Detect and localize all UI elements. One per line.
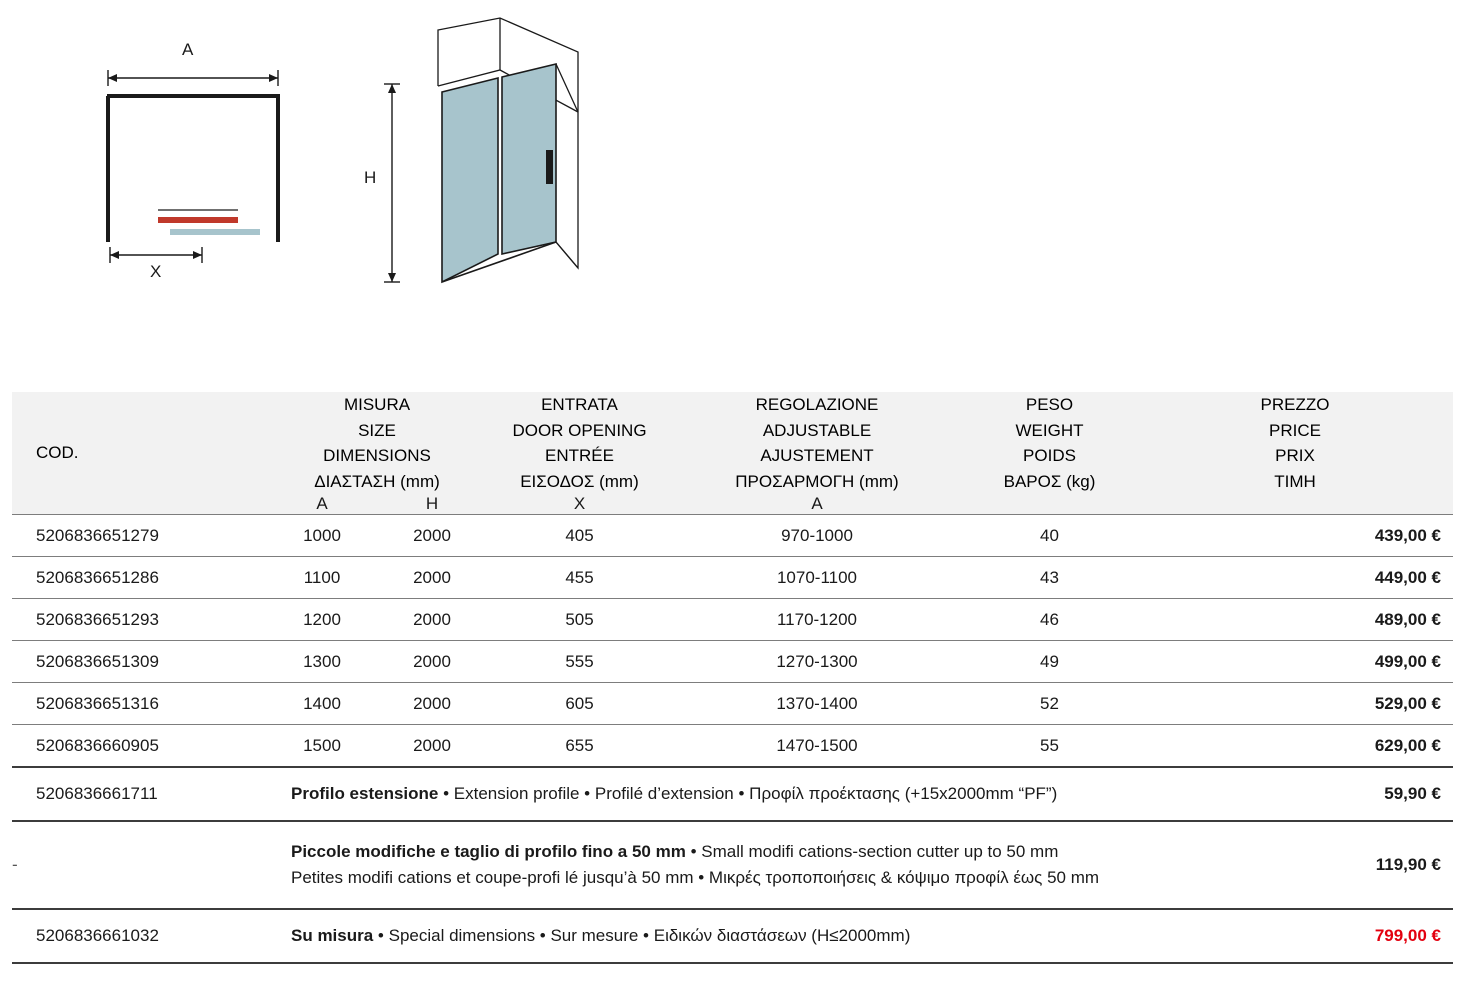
plan-view-diagram: [90, 40, 330, 290]
header-price-line-3: PRIX: [1275, 446, 1315, 465]
cell-h: 2000: [377, 557, 487, 599]
cell-a: 1100: [267, 557, 377, 599]
note-code: -: [12, 821, 267, 909]
header-size-line-1: MISURA: [343, 395, 411, 414]
cell-h: 2000: [377, 683, 487, 725]
header-adjustable-line-3: AJUSTEMENT: [760, 446, 874, 465]
table-row: [12, 515, 1453, 557]
plan-label-x: X: [150, 262, 162, 281]
cell-price: 499,00 €: [1137, 641, 1453, 683]
note-price: 119,90 €: [1137, 821, 1453, 909]
cell-h: 2000: [377, 725, 487, 768]
cell-x: 655: [487, 725, 672, 768]
header-door-opening-line-4: ΕΙΣΟΔΟΣ (mm): [520, 471, 639, 491]
note-line-1: [291, 839, 1127, 865]
note-rest: • Special dimensions • Sur mesure • Ειδικών διαστάσεων (H≤2000mm): [373, 925, 911, 945]
cell-weight: 46: [962, 599, 1137, 641]
header-price-line-2: PRICE: [1269, 420, 1321, 440]
table-row: [12, 641, 1453, 683]
note-bold: Su misura: [291, 925, 374, 945]
header-cod: COD.: [12, 392, 267, 515]
iso-label-h: H: [364, 168, 377, 187]
note-rest: • Small modifi cations-section cutter up to 50 mm: [685, 841, 1059, 861]
cell-h: 2000: [377, 599, 487, 641]
cell-a: 1000: [267, 515, 377, 557]
cell-h: 2000: [377, 641, 487, 683]
cell-adjustable: 1070-1100: [672, 557, 962, 599]
cell-x: 505: [487, 599, 672, 641]
note-text: [267, 767, 1137, 821]
specification-table: [12, 392, 1453, 964]
note-text: [267, 909, 1137, 963]
subheader-x: X: [487, 494, 672, 515]
cell-x: 405: [487, 515, 672, 557]
cell-adjustable: 1470-1500: [672, 725, 962, 768]
header-weight-line-3: POIDS: [1023, 446, 1076, 465]
table-note-row: [12, 821, 1453, 909]
header-weight-line-2: WEIGHT: [1015, 420, 1084, 440]
subheader-price: [1137, 494, 1453, 515]
cell-a: 1400: [267, 683, 377, 725]
cell-x: 555: [487, 641, 672, 683]
cell-code: 5206836651293: [12, 599, 267, 641]
table-note-row: [12, 767, 1453, 821]
header-size: [267, 392, 487, 494]
cell-weight: 52: [962, 683, 1137, 725]
cell-price: 449,00 €: [1137, 557, 1453, 599]
subheader-adjustable-a: A: [672, 494, 962, 515]
header-price-line-4: ΤΙΜΗ: [1274, 471, 1316, 491]
note-bold: Profilo estensione: [291, 783, 439, 803]
cell-code: 5206836651279: [12, 515, 267, 557]
cell-a: 1300: [267, 641, 377, 683]
cell-code: 5206836651309: [12, 641, 267, 683]
table-row: [12, 683, 1453, 725]
note-rest: • Extension profile • Profilé d’extension • Προφίλ προέκτασης (+15x2000mm “PF”): [438, 783, 1058, 803]
header-price-line-1: PREZZO: [1260, 395, 1330, 414]
note-text: [267, 821, 1137, 909]
cell-x: 605: [487, 683, 672, 725]
header-door-opening-line-3: ENTRÉE: [545, 446, 614, 465]
table-row: [12, 725, 1453, 768]
header-adjustable-line-2: ADJUSTABLE: [762, 420, 872, 440]
cell-price: 629,00 €: [1137, 725, 1453, 768]
cell-weight: 43: [962, 557, 1137, 599]
header-adjustable-line-4: ΠΡΟΣΑΡΜΟΓΗ (mm): [735, 471, 899, 491]
header-size-line-2: SIZE: [358, 420, 396, 440]
header-adjustable: [672, 392, 962, 494]
cell-price: 489,00 €: [1137, 599, 1453, 641]
header-door-opening-line-2: DOOR OPENING: [512, 420, 647, 440]
header-adjustable-line-1: REGOLAZIONE: [755, 395, 879, 414]
header-size-line-4: ΔΙΑΣΤΑΣΗ (mm): [314, 471, 440, 491]
header-door-opening: [487, 392, 672, 494]
table-note-row: [12, 909, 1453, 963]
subheader-h: H: [377, 494, 487, 515]
cell-h: 2000: [377, 515, 487, 557]
subheader-weight: [962, 494, 1137, 515]
cell-x: 455: [487, 557, 672, 599]
plan-label-a: A: [182, 40, 194, 59]
cell-weight: 55: [962, 725, 1137, 768]
table-row: [12, 557, 1453, 599]
isometric-diagram: [360, 10, 640, 320]
table-header-row: [12, 392, 1453, 494]
cell-adjustable: 1270-1300: [672, 641, 962, 683]
note-line-2: Petites modifi cations et coupe-profi lé jusqu’à 50 mm • Μικρές τροποποιήσεις & κόψιμο προφίλ έως 50 mm: [291, 868, 1100, 887]
header-weight-line-4: ΒΑΡΟΣ (kg): [1003, 471, 1096, 491]
cell-code: 5206836651286: [12, 557, 267, 599]
cell-adjustable: 1370-1400: [672, 683, 962, 725]
diagram-area: [0, 0, 1465, 360]
cell-price: 529,00 €: [1137, 683, 1453, 725]
header-price: [1137, 392, 1453, 494]
cell-price: 439,00 €: [1137, 515, 1453, 557]
cell-weight: 49: [962, 641, 1137, 683]
header-weight-line-1: PESO: [1025, 395, 1074, 414]
cell-adjustable: 1170-1200: [672, 599, 962, 641]
subheader-a: A: [267, 494, 377, 515]
note-bold: Piccole modifiche e taglio di profilo fino a 50 mm: [291, 841, 686, 861]
note-price: 799,00 €: [1137, 909, 1453, 963]
note-price: 59,90 €: [1137, 767, 1453, 821]
cell-code: 5206836651316: [12, 683, 267, 725]
cell-weight: 40: [962, 515, 1137, 557]
cell-code: 5206836660905: [12, 725, 267, 768]
header-weight: [962, 392, 1137, 494]
specification-table-wrapper: [12, 392, 1453, 964]
cell-adjustable: 970-1000: [672, 515, 962, 557]
header-door-opening-line-1: ENTRATA: [541, 395, 618, 414]
note-code: 5206836661711: [12, 767, 267, 821]
cell-a: 1500: [267, 725, 377, 768]
cell-a: 1200: [267, 599, 377, 641]
note-code: 5206836661032: [12, 909, 267, 963]
table-row: [12, 599, 1453, 641]
header-size-line-3: DIMENSIONS: [323, 446, 431, 465]
